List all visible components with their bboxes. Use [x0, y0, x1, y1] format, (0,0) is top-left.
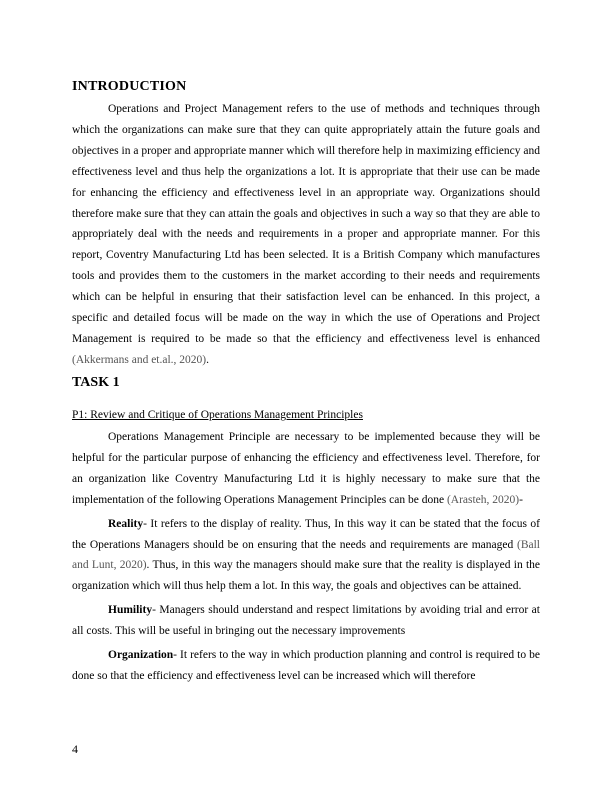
- task-section: [72, 375, 540, 687]
- principles-text: Operations Management Principle are necessary to be implemented because they will be helpful for the particular purpose of enhancing the efficiency and effectiveness level. Therefore, for an organization like Coventry Manufacturing Ltd it is highly necessary to make sure that the implementation of the following Operations Management Principles can be done: [72, 431, 540, 506]
- reality-term: Reality: [108, 517, 144, 530]
- principles-end: -: [519, 493, 523, 506]
- reality-text-b: . Thus, in this way the managers should make sure that the reality is displayed in the organization which will thus help them a lot. In this way, the goals and objectives can be attained.: [72, 559, 541, 593]
- reality-paragraph: [72, 514, 540, 598]
- intro-heading: INTRODUCTION: [72, 79, 187, 94]
- task-subheading: P1: Review and Critique of Operations Management Principles: [72, 409, 363, 421]
- intro-citation: (Akkermans and et.al., 2020): [72, 353, 207, 366]
- organization-text: - It refers to the way in which production planning and control is required to be done so that the efficiency and effectiveness level can be increased which will therefore: [72, 649, 540, 682]
- intro-section: [72, 99, 540, 371]
- principles-paragraph: [72, 427, 540, 511]
- intro-end: .: [206, 353, 210, 366]
- intro-text: Operations and Project Management refers to the use of methods and techniques through which the organizations can make sure that they can quite appropriately attain the future goals and objectives in a proper and appropriate manner which will therefore help in maximizing efficiency and effectiveness level and thus help the organizations a lot. It is appropriate that their use can be made for enhancing the efficiency and effectiveness level in an appropriate way. Organizations should therefore make sure that they can attain the goals and objectives in such a way so that they are able to appropriately deal with the needs and requirements in a proper and appropriate manner. For this report, Coventry Manufacturing Ltd has been selected. It is a British Company which manufactures tools and provides them to the customers in the market according to their needs and requirements which can be helpful in ensuring that their satisfaction level can be enhanced. In this project, a specific and detailed focus will be made on the way in which the use of Operations and Project Management is required to be made so that the efficiency and effectiveness level is enhanced: [72, 103, 540, 345]
- task-heading: TASK 1: [72, 375, 120, 390]
- organization-paragraph: [72, 645, 540, 687]
- intro-paragraph: [72, 99, 540, 371]
- reality-text-a: - It refers to the display of reality. Thus, In this way it can be stated that the focus of the Operations Managers should be on ensuring that the needs and requirements are managed: [72, 517, 540, 551]
- humility-text: - Managers should understand and respect limitations by avoiding trial and error at all costs. This will be useful in bringing out the necessary improvements: [72, 604, 540, 638]
- humility-paragraph: [72, 600, 540, 642]
- page-number: 4: [72, 742, 78, 756]
- humility-term: Humility: [108, 604, 153, 617]
- organization-term: Organization: [108, 649, 174, 662]
- principles-citation: (Arasteh, 2020): [446, 493, 520, 506]
- reality-citation: (Ball and Lunt, 2020): [72, 538, 540, 572]
